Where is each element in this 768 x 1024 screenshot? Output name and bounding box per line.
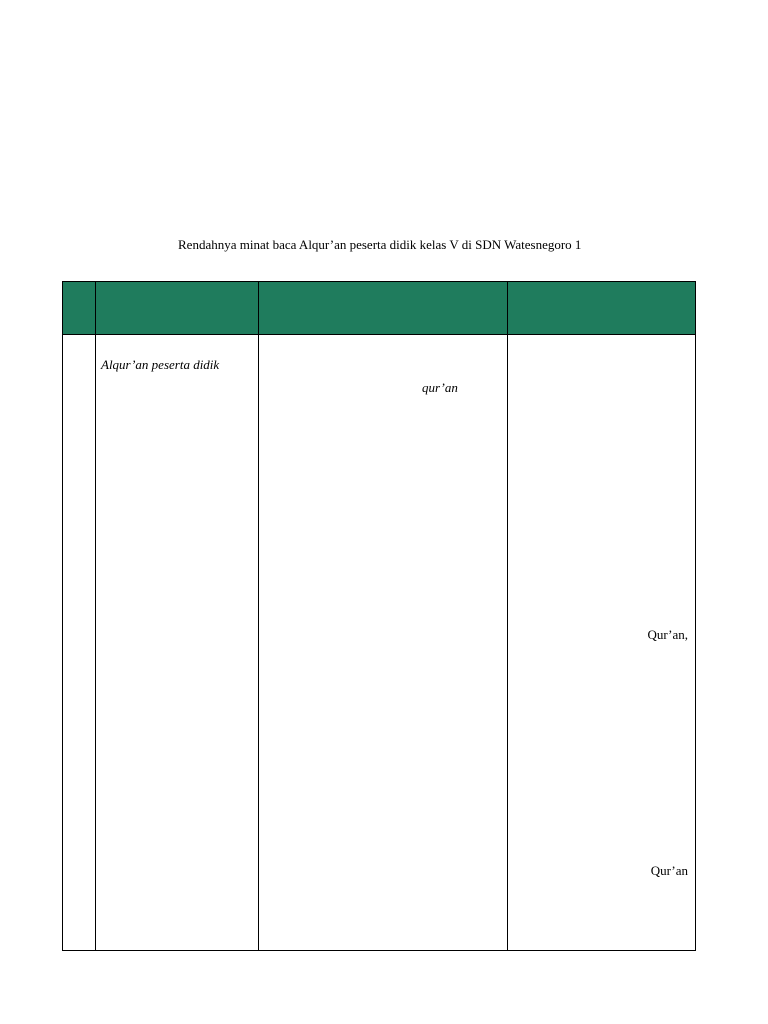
- table-header: [63, 282, 696, 335]
- problem-table: [62, 281, 696, 951]
- row-cell-3: [259, 335, 508, 951]
- cell-text-quran-comma: Qur’an,: [647, 627, 688, 642]
- row-cell-4: [508, 335, 696, 951]
- cell-text-alquran: Alqur’an peserta didik: [101, 357, 220, 372]
- table-row: [63, 335, 696, 951]
- header-cell-4: [508, 282, 696, 335]
- cell-text-quran: qur’an: [422, 380, 458, 395]
- document-title: Rendahnya minat baca Alqur’an peserta didik kelas V di SDN Watesnegoro 1: [178, 237, 582, 252]
- row-cell-number: [63, 335, 96, 951]
- header-cell-2: [96, 282, 259, 335]
- header-cell-number: [63, 282, 96, 335]
- header-row: [63, 282, 696, 335]
- row-cell-2: [96, 335, 259, 951]
- cell-text-quran-2: Qur’an: [650, 863, 688, 878]
- header-cell-3: [259, 282, 508, 335]
